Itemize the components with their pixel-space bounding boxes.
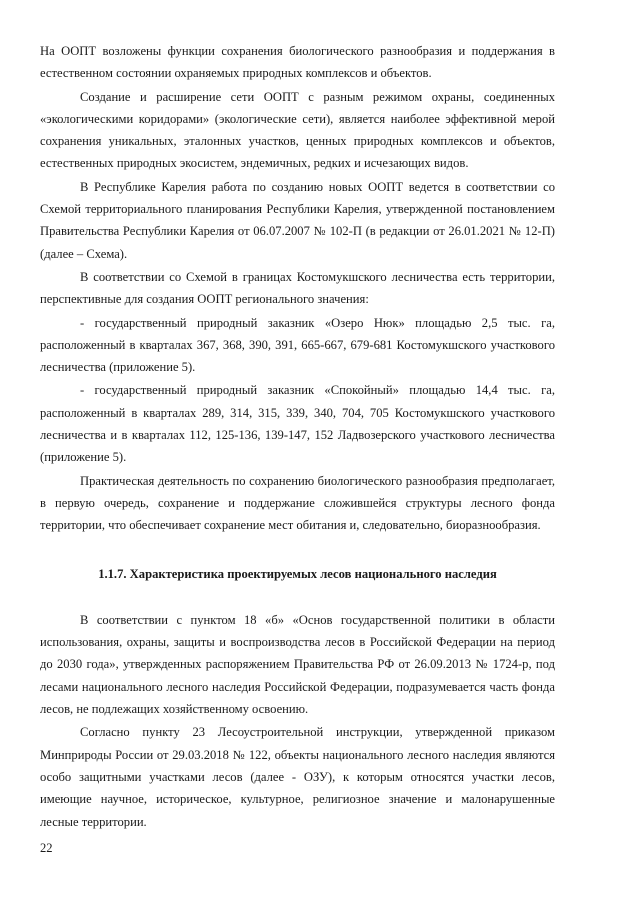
document-body <box>40 40 555 833</box>
paragraph: Согласно пункту 23 Лесоустроительной инструкции, утвержденной приказом Минприроды России от 29.03.2018 № 122, объекты национального лесного наследия являются особо защитными участками лесов (далее - ОЗУ), к которым относятся участки лесов, имеющие научное, историческое, культурное, религиозное значение и малонарушенные лесные территории. <box>40 725 555 829</box>
page-number: 22 <box>40 841 53 855</box>
list-item: - государственный природный заказник «Спокойный» площадью 14,4 тыс. га, расположенный в кварталах 289, 314, 315, 339, 340, 704, 705 Костомукшского участкового лесничества и в кварталах 112, 125-136, 139-147, 152 Ладвозерского участкового лесничества (приложение 5). <box>40 383 555 465</box>
paragraph: Создание и расширение сети ООПТ с разным режимом охраны, соединенных «экологическими коридорами» (экологические сети), является наиболее эффективной мерой сохранения уникальных, эталонных участков, ценных природных комплексов и объектов, естественных природных экосистем, эндемичных, редких и исчезающих видов. <box>40 89 555 171</box>
list-item: - государственный природный заказник «Озеро Нюк» площадью 2,5 тыс. га, расположенный в кварталах 367, 368, 390, 391, 665-667, 679-681 Костомукшского участкового лесничества (приложение 5). <box>40 315 555 375</box>
paragraph: В соответствии со Схемой в границах Костомукшского лесничества есть территории, перспективные для создания ООПТ регионального значения: <box>40 269 555 307</box>
paragraph: На ООПТ возложены функции сохранения биологического разнообразия и поддержания в естественном состоянии охраняемых природных комплексов и объектов. <box>40 44 555 81</box>
section-heading: 1.1.7. Характеристика проектируемых лесов национального наследия <box>98 566 497 581</box>
paragraph: В соответствии с пунктом 18 «б» «Основ государственной политики в области использования, охраны, защиты и воспроизводства лесов в Российской Федерации на период до 2030 года», утвержденных распоряжением Правительства РФ от 26.09.2013 № 1724-р, под лесами национального лесного наследия Российской Федерации, подразумевается часть фонда лесов, не подлежащих хозяйственному освоению. <box>40 612 555 717</box>
paragraph: В Республике Карелия работа по созданию новых ООПТ ведется в соответствии со Схемой территориального планирования Республики Карелия, утвержденной постановлением Правительства Республики Карелия от 06.07.2007 № 102-П (в редакции от 26.01.2021 № 12-П)(далее – Схема). <box>40 179 555 261</box>
paragraph: Практическая деятельность по сохранению биологического разнообразия предполагает, в первую очередь, сохранение и поддержание сложившейся структуры лесного фонда территории, что обеспечивает сохранение мест обитания и, следовательно, биоразнообразия. <box>40 473 555 533</box>
